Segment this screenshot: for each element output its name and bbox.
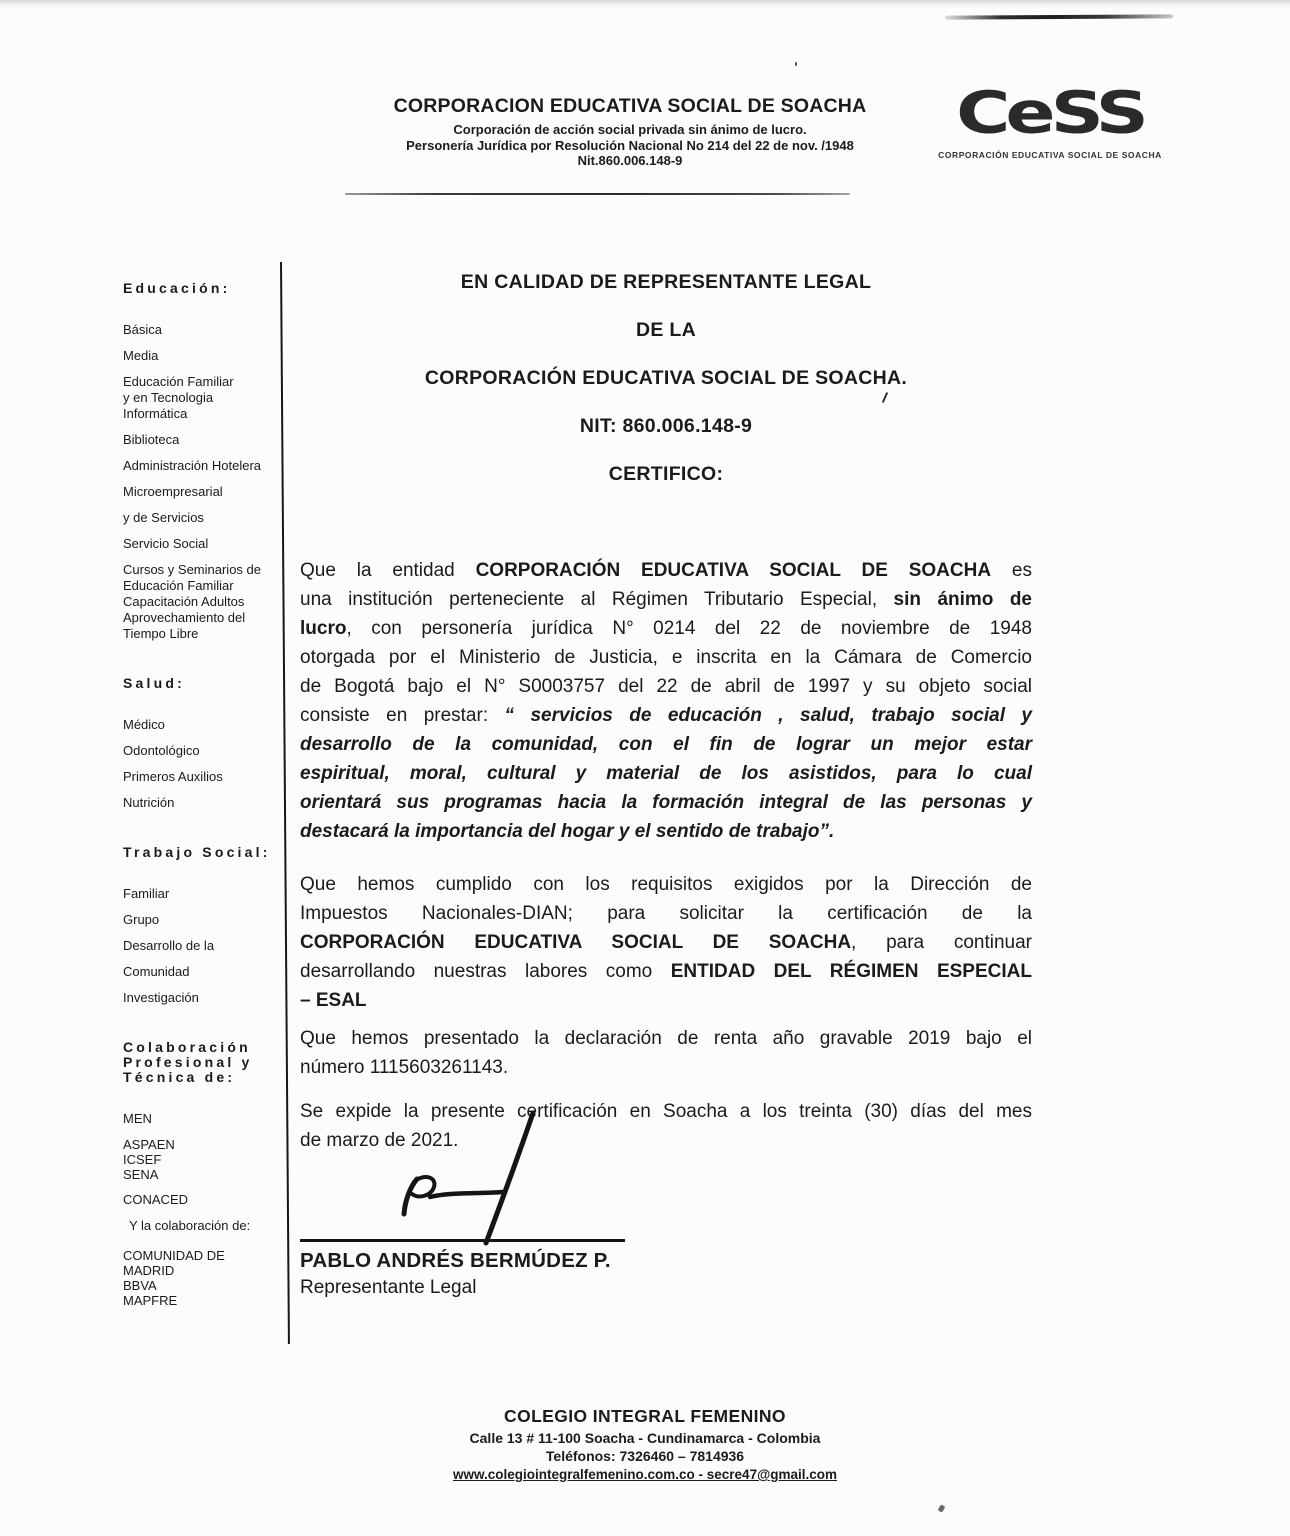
text-segment: de Bogotá bajo el N° S0003757 del 22 de abril de 1997 y su objeto social (300, 676, 1032, 697)
sidebar-line: y de Servicios (123, 510, 204, 525)
cess-logo-wordmark: CeSS (956, 79, 1144, 147)
text-segment: Que hemos presentado la declaración de renta año gravable 2019 bajo el (300, 1028, 1032, 1049)
paragraph-line (300, 730, 1032, 759)
sidebar-line: Cursos y Seminarios de (123, 562, 261, 577)
sidebar-line: MADRID (123, 1263, 175, 1278)
sidebar-line: SENA (123, 1167, 159, 1182)
text-segment: sin ánimo de (893, 589, 1033, 610)
sidebar-line: Biblioteca (123, 432, 180, 447)
text-segment: desarrollando nuestras labores como (300, 961, 671, 982)
sidebar-item (123, 769, 285, 785)
text-segment: consiste en prestar: (300, 705, 505, 726)
sidebar-line: Nutrición (123, 795, 175, 810)
sidebar-item (123, 322, 285, 338)
text-segment: Que la entidad (300, 560, 476, 581)
scan-artifact (0, 0, 1290, 9)
paragraph-line (300, 1126, 1032, 1155)
sidebar-line: Odontológico (123, 743, 200, 758)
sidebar-item (123, 1248, 285, 1308)
paragraph-2 (300, 870, 1032, 1015)
letterhead-sidebar-programs (123, 281, 285, 1318)
sidebar-line: MEN (123, 1111, 152, 1126)
cess-logo-caption: CORPORACIÓN EDUCATIVA SOCIAL DE SOACHA (938, 150, 1162, 160)
sidebar-line: BBVA (123, 1278, 157, 1293)
sidebar-line: Capacitación Adultos (123, 594, 245, 609)
text-segment: ENTIDAD DEL RÉGIMEN ESPECIAL (670, 961, 1032, 982)
document-heading-2: DE LA (636, 319, 696, 341)
scan-artifact (795, 62, 797, 66)
sidebar-item (123, 562, 285, 642)
letterhead-divider-line (345, 193, 850, 195)
text-segment: otorgada por el Ministerio de Justicia, e inscrita en la Cámara de Comercio (300, 647, 1032, 668)
footer-school-name: COLEGIO INTEGRAL FEMENINO (504, 1406, 786, 1426)
sidebar-item (123, 795, 285, 811)
paragraph-line (300, 957, 1032, 986)
text-segment: lucro (300, 618, 347, 639)
letterhead-subtitle: Personería Jurídica por Resolución Nacional No 214 del 22 de nov. /1948 (406, 137, 854, 153)
sidebar-line: Primeros Auxilios (123, 769, 223, 784)
sidebar-heading-educacion (123, 281, 285, 296)
text-segment: Se expide la presente certificación en Soacha a los treinta (30) días del mes (300, 1101, 1032, 1122)
sidebar-heading-colaboracion (123, 1040, 285, 1085)
document-heading-4: NIT: 860.006.148-9 (579, 415, 753, 437)
paragraph-line (300, 788, 1032, 817)
sidebar-line: Educación: (123, 280, 231, 296)
letterhead-title: CORPORACION EDUCATIVA SOCIAL DE SOACHA (393, 95, 867, 117)
sidebar-line: Tiempo Libre (123, 626, 199, 641)
paragraph-line (300, 585, 1032, 614)
document-footer (0, 1406, 1290, 1484)
letterhead-nit: Nit.860.006.148-9 (577, 153, 683, 168)
sidebar-line: CONACED (123, 1192, 189, 1207)
text-segment: , con personería jurídica N° 0214 del 22 de noviembre de 1948 (346, 618, 1032, 639)
paragraph-1 (300, 556, 1032, 846)
text-segment: espiritual, moral, cultural y material de los asistidos, para lo cual (300, 763, 1032, 784)
text-segment: de marzo de 2021. (300, 1130, 459, 1151)
sidebar-line: Colaboración (123, 1039, 251, 1055)
paragraph-line (300, 1024, 1032, 1053)
text-segment: número 1115603261143. (300, 1057, 509, 1078)
letterhead-subtitle: Corporación de acción social privada sin ánimo de lucro. (453, 122, 807, 137)
text-segment: destacará la importancia del hogar y el sentido de trabajo”. (300, 821, 835, 842)
text-segment: orientará sus programas hacia la formación integral de las personas y (300, 792, 1032, 813)
paragraph-line (300, 556, 1032, 585)
sidebar-item (123, 938, 285, 954)
sidebar-line: Técnica de: (123, 1069, 236, 1085)
sidebar-line: MAPFRE (123, 1293, 178, 1308)
scan-artifact (938, 1504, 946, 1513)
sidebar-item (123, 912, 285, 928)
text-segment: – ESAL (300, 990, 367, 1011)
paragraph-line (300, 1097, 1032, 1126)
sidebar-line: Profesional y (123, 1054, 253, 1070)
sidebar-line: Básica (123, 322, 163, 337)
sidebar-heading-salud (123, 676, 285, 691)
document-body (300, 556, 1032, 1179)
signature-line (300, 1239, 625, 1242)
sidebar-item (123, 1192, 285, 1208)
sidebar-item (123, 374, 285, 422)
sidebar-line: Trabajo Social: (123, 844, 271, 860)
sidebar-heading-trabajo-social (123, 845, 285, 860)
sidebar-item (123, 484, 285, 500)
footer-address: Calle 13 # 11-100 Soacha - Cundinamarca - Colombia (469, 1430, 821, 1446)
text-segment: desarrollo de la comunidad, con el fin de lograr un mejor estar (300, 734, 1032, 755)
sidebar-line: Familiar (123, 886, 170, 901)
sidebar-line: Y la colaboración de: (129, 1218, 251, 1233)
sidebar-line: Administración Hotelera (123, 458, 262, 473)
text-segment: “ servicios de educación , salud, trabajo social y (504, 705, 1032, 726)
sidebar-item (123, 990, 285, 1006)
paragraph-line (300, 643, 1032, 672)
letterhead (320, 95, 940, 169)
sidebar-item (123, 717, 285, 733)
paragraph-line (300, 928, 1032, 957)
sidebar-item (123, 743, 285, 759)
sidebar-line: Aprovechamiento del (123, 610, 246, 625)
sidebar-line: Servicio Social (123, 536, 209, 551)
sidebar-item (123, 510, 285, 526)
sidebar-line: Microempresarial (123, 484, 223, 499)
sidebar-item (123, 458, 285, 474)
sidebar-item (123, 964, 285, 980)
paragraph-4 (300, 1097, 1032, 1155)
sidebar-item (123, 432, 285, 448)
text-segment: es (991, 560, 1032, 581)
text-segment: una institución perteneciente al Régimen Tributario Especial, (300, 589, 894, 610)
paragraph-line (300, 614, 1032, 643)
paragraph-line (300, 870, 1032, 899)
paragraph-line (300, 701, 1032, 730)
sidebar-line: Comunidad (123, 964, 190, 979)
text-segment: , para continuar (851, 932, 1032, 953)
sidebar-line: Grupo (123, 912, 160, 927)
sidebar-line: ICSEF (123, 1152, 162, 1167)
paragraph-3 (300, 1024, 1032, 1082)
document-heading-1: EN CALIDAD DE REPRESENTANTE LEGAL (460, 271, 872, 293)
sidebar-subnote-colaboracion (129, 1218, 285, 1234)
footer-website-email: www.colegiointegralfemenino.com.co - secre47@gmail.com (452, 1467, 838, 1482)
document-heading-5: CERTIFICO: (608, 463, 724, 485)
sidebar-item (123, 886, 285, 902)
paragraph-line (300, 817, 1032, 846)
sidebar-line: Salud: (123, 675, 185, 691)
sidebar-line: Educación Familiar (123, 578, 234, 593)
sidebar-line: Informática (123, 406, 188, 421)
paragraph-line (300, 986, 1032, 1015)
sidebar-line: Desarrollo de la (123, 938, 215, 953)
sidebar-line: COMUNIDAD DE (123, 1248, 225, 1263)
paragraph-line (300, 759, 1032, 788)
footer-phones: Teléfonos: 7326460 – 7814936 (545, 1448, 745, 1464)
sidebar-item (123, 536, 285, 552)
sidebar-item (123, 1111, 285, 1127)
text-segment: CORPORACIÓN EDUCATIVA SOCIAL DE SOACHA (300, 932, 852, 953)
signer-name: PABLO ANDRÉS BERMÚDEZ P. (300, 1249, 611, 1272)
sidebar-line: y en Tecnologia (123, 390, 214, 405)
scan-artifact (945, 14, 1173, 19)
text-segment: Impuestos Nacionales-DIAN; para solicitar la certificación de la (300, 903, 1032, 924)
text-segment: CORPORACIÓN EDUCATIVA SOCIAL DE SOACHA (475, 560, 992, 581)
paragraph-line (300, 1053, 1032, 1082)
signer-role: Representante Legal (300, 1277, 477, 1298)
sidebar-item (123, 348, 285, 364)
sidebar-line: Médico (123, 717, 165, 732)
sidebar-item (123, 1137, 285, 1182)
sidebar-line: Media (123, 348, 159, 363)
paragraph-line (300, 672, 1032, 701)
text-segment: Que hemos cumplido con los requisitos exigidos por la Dirección de (300, 874, 1032, 895)
sidebar-line: Investigación (123, 990, 199, 1005)
sidebar-line: ASPAEN (123, 1137, 175, 1152)
document-heading-3: CORPORACIÓN EDUCATIVA SOCIAL DE SOACHA. (424, 367, 908, 389)
paragraph-line (300, 899, 1032, 928)
cess-logo (920, 70, 1180, 160)
sidebar-line: Educación Familiar (123, 374, 234, 389)
document-heading-block (300, 272, 1032, 512)
